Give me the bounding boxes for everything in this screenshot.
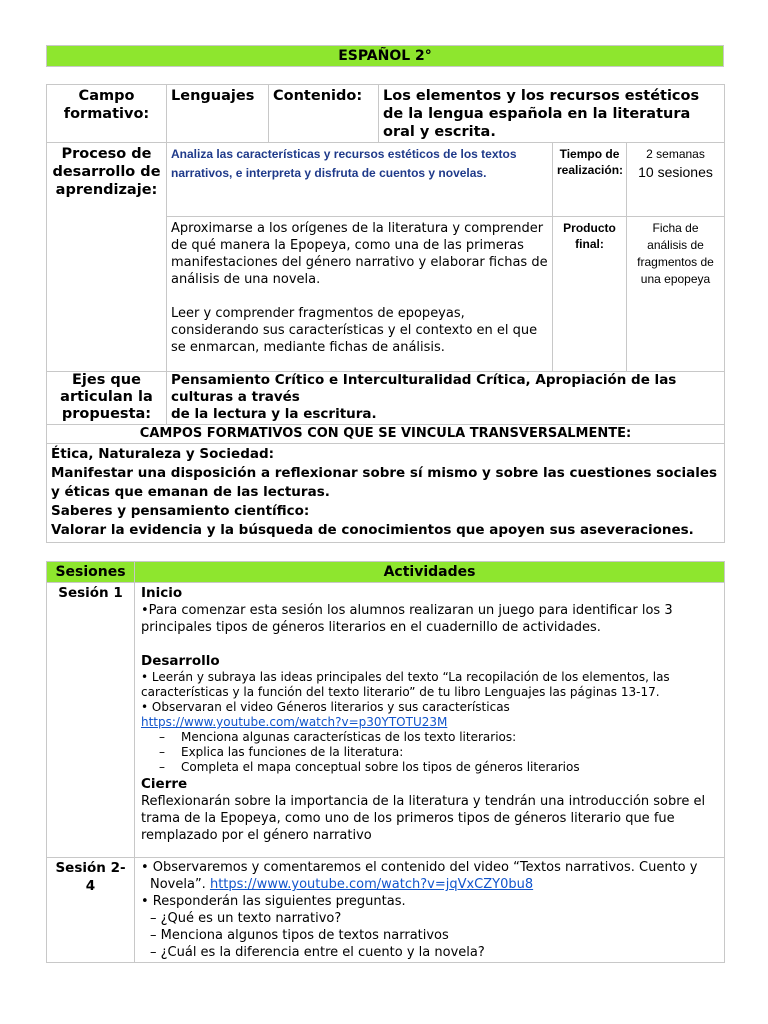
document [46,45,724,963]
desarrollo-item-2: • Observaran el video Géneros literarios y sus características [141,700,510,714]
session-2-activities [135,858,725,963]
campos-line-2: Manifestar una disposición a reflexionar sobre sí mismo y sobre las cuestiones sociales y éticas que emanan de las lecturas. [51,465,718,500]
s2-question-1: – ¿Qué es un texto narrativo? [150,911,342,926]
subitem-2: – Explica las funciones de la literatura: [141,745,720,760]
ejes-cell [167,372,725,425]
sessions-table [46,561,725,963]
s2-question-3: – ¿Cuál es la diferencia entre el cuento y la novela? [150,945,485,960]
objetivo-text-2: Leer y comprender fragmentos de epopeyas, considerando sus características y el contexto en el que se enmarcan, mediante fichas de análisis. [171,306,538,355]
campo-label: Campo formativo: [47,85,167,143]
video-link-2[interactable]: https://www.youtube.com/watch?v=jqVxCZY0bu8 [209,877,534,892]
tiempo-cell [627,143,725,217]
s2-bullet-2: • Responderán las siguientes preguntas. [141,894,406,909]
s2-bullet-1-text: • Observaremos y comentaremos el contenido del video “Textos narrativos. Cuento y Novela”. [141,860,698,892]
cierre-text: Reflexionarán sobre la importancia de la literatura y tendrán una introducción sobre el trama de la Epopeya, como uno de los primeros tipos de géneros literario que fue remplazado por el género narrativo [141,794,706,843]
ejes-line-1: Pensamiento Crítico e Interculturalidad Crítica, Apropiación de las culturas a través [171,372,677,405]
s2-bullet-1 [141,859,720,893]
tiempo-sessions: 10 sesiones [638,164,713,180]
campo-value: Lenguajes [167,85,269,143]
tiempo-label: Tiempo de realización: [553,143,627,217]
campo-row [47,85,725,143]
col-sesiones: Sesiones [47,562,135,583]
ejes-row [47,372,725,425]
desarrollo-heading: Desarrollo [141,653,220,669]
inicio-heading: Inicio [141,585,183,601]
tiempo-weeks: 2 semanas [646,147,705,161]
session-2-row [47,858,725,963]
info-table [46,84,725,543]
col-actividades: Actividades [135,562,725,583]
video-link-1[interactable]: https://www.youtube.com/watch?v=p30YTOTU23M [141,715,448,729]
campos-header: CAMPOS FORMATIVOS CON QUE SE VINCULA TRANSVERSALMENTE: [47,425,725,444]
producto-label: Producto final: [553,217,627,372]
proceso-label: Proceso de desarrollo de aprendizaje: [47,143,167,372]
campos-line-4: Valorar la evidencia y la búsqueda de conocimientos que apoyen sus aseveraciones. [51,522,694,538]
campos-cell [47,444,725,543]
proceso-value: Analiza las características y recursos estéticos de los textos narrativos, e interpreta y disfruta de cuentos y novelas. [167,143,553,217]
producto-value: Ficha de análisis de fragmentos de una epopeya [627,217,725,372]
session-1-label: Sesión 1 [47,583,135,858]
campos-header-row [47,425,725,444]
session-1-row [47,583,725,858]
contenido-label: Contenido: [269,85,379,143]
proceso-row [47,143,725,217]
cierre-heading: Cierre [141,776,188,792]
inicio-text: •Para comenzar esta sesión los alumnos realizaran un juego para identificar los 3 principales tipos de géneros literarios en el cuadernillo de actividades. [141,603,673,635]
campos-line-3: Saberes y pensamiento científico: [51,503,310,519]
contenido-value: Los elementos y los recursos estéticos de la lengua española en la literatura oral y escrita. [379,85,725,143]
s2-question-2: – Menciona algunos tipos de textos narrativos [150,928,449,943]
campos-line-1: Ética, Naturaleza y Sociedad: [51,446,275,462]
subitem-1: – Menciona algunas características de los texto literarios: [141,730,720,745]
desarrollo-item-1: • Leerán y subraya las ideas principales del texto “La recopilación de los elementos, las características y la función del texto literario” de tu libro Lenguajes las páginas 13-17. [141,670,670,699]
objetivo-text-1: Aproximarse a los orígenes de la literatura y comprender de qué manera la Epopeya, como una de las primeras manifestaciones del género narrativo y elaborar fichas de análisis de una novela. [171,221,548,287]
session-2-label: Sesión 2-4 [47,858,135,963]
ejes-label: Ejes que articulan la propuesta: [47,372,167,425]
page-title: ESPAÑOL 2° [46,45,724,67]
subitem-3: – Completa el mapa conceptual sobre los tipos de géneros literarios [141,760,720,775]
session-1-activities [135,583,725,858]
campos-row [47,444,725,543]
objetivo-cell [167,217,553,372]
ejes-line-2: de la lectura y la escritura. [171,406,377,422]
sessions-header-row [47,562,725,583]
